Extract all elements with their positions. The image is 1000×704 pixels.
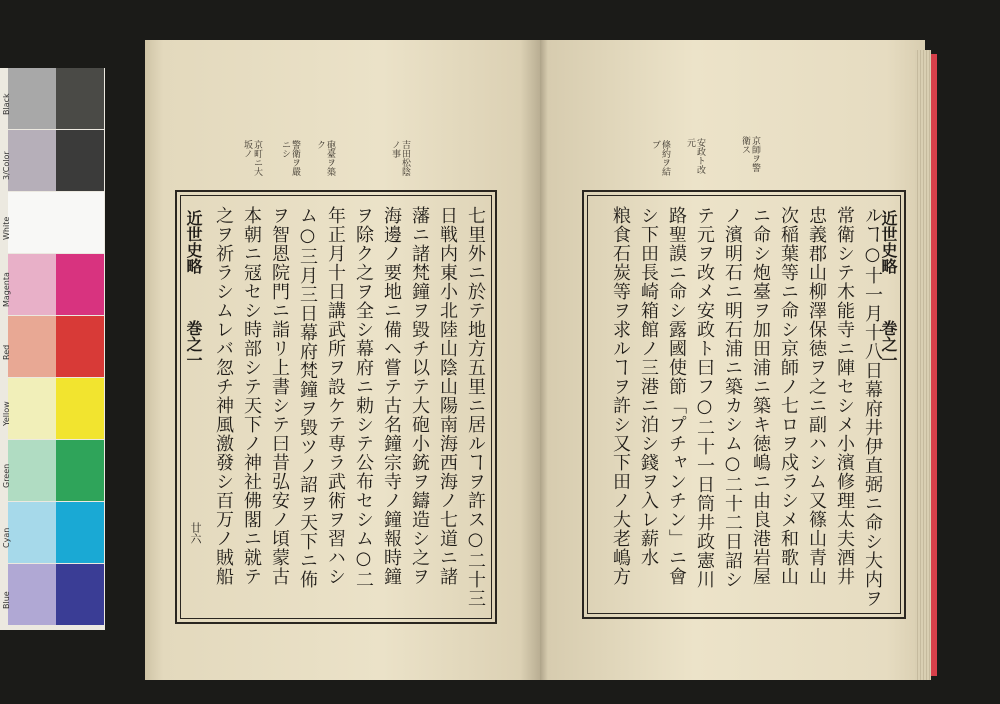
color-patch	[56, 130, 104, 191]
color-patch	[8, 316, 56, 377]
color-checker-label: Yellow	[2, 401, 11, 427]
text-column: 七里外ニ於テ地方五里ニ居ルヿヲ許ス○二十三	[465, 206, 486, 608]
color-patch	[8, 378, 56, 439]
color-patch	[56, 502, 104, 563]
text-column: 次稲葉等ニ命シ京師ノ七ロヲ戍ラシメ和歌山	[778, 206, 799, 586]
color-checker-labels	[2, 68, 12, 630]
color-patch	[8, 440, 56, 501]
red-edge	[931, 54, 937, 676]
color-checker-label: Blue	[2, 591, 11, 609]
book-title: 近世史略	[879, 210, 898, 274]
volume-label: 巻之一	[184, 320, 203, 368]
color-patch	[56, 440, 104, 501]
open-book	[145, 40, 955, 680]
text-column: 忠義郡山柳澤保徳ヲ之ニ副ハシム又篠山青山	[806, 206, 827, 586]
color-patch	[56, 68, 104, 129]
color-patch	[56, 254, 104, 315]
color-checker-label: Red	[2, 344, 11, 360]
text-column: シ下田長崎箱館ノ三港ニ泊シ錢ヲ入レ薪水	[638, 206, 659, 567]
color-patch	[8, 130, 56, 191]
color-patch	[56, 316, 104, 377]
text-frame-left	[175, 190, 497, 624]
margin-note: 吉田松陰ノ事	[390, 140, 410, 176]
left-page	[145, 40, 540, 680]
volume-label: 巻之一	[879, 320, 898, 368]
book-title: 近世史略	[184, 210, 203, 274]
text-column: 日戦内東小北陸山陰山陽南海西海ノ七道ニ諸	[437, 206, 458, 586]
color-patch	[8, 192, 56, 253]
text-column: 粮食石炭等ヲ求ルヿヲ許シ又下田ノ大老嶋方	[610, 206, 631, 586]
margin-note: 警衛ヲ嚴ニシ	[280, 140, 300, 176]
text-column: ノ濱明石ニ明石浦ニ築カシム○二十二日詔シ	[722, 206, 743, 589]
color-patch	[8, 254, 56, 315]
text-column: テ元ヲ改メ安政ト曰フ○二十一日筒井政憲川	[694, 206, 715, 589]
color-patch	[56, 192, 104, 253]
text-frame-right	[582, 190, 906, 619]
color-patch	[8, 68, 56, 129]
text-column: 藩ニ諸梵鐘ヲ毀チ以テ大砲小銃ヲ鑄造シ之ヲ	[409, 206, 430, 586]
margin-note: 京町ニ大坂ノ	[242, 140, 262, 176]
text-column: 常衛シテ木能寺ニ陣セシメ小濱修理太夫酒井	[834, 206, 855, 586]
color-patch	[56, 564, 104, 625]
margin-note: 安政ト改元	[685, 138, 705, 174]
folio-number: 廿六	[189, 522, 202, 544]
color-checker-label: 3/Color	[2, 151, 11, 181]
color-checker-label: Green	[2, 463, 11, 489]
color-checker-label: Cyan	[2, 527, 11, 549]
margin-note: 京師ヲ警衛ス	[740, 136, 760, 172]
text-column: 海邊ノ要地ニ備ヘ嘗テ古名鐘宗寺ノ鐘報時鐘	[381, 206, 402, 586]
color-patch	[56, 378, 104, 439]
margin-note: 砲臺ヲ築ク	[315, 140, 335, 176]
text-column: ム○三月三日幕府梵鐘ヲ毀ツノ詔ヲ天下ニ佈	[297, 206, 318, 589]
color-patch	[8, 502, 56, 563]
color-checker	[0, 68, 105, 630]
color-checker-label: White	[2, 216, 11, 240]
margin-note: 條約ヲ結ブ	[650, 140, 670, 176]
running-head-left	[183, 210, 205, 610]
text-column: 年正月十日講武所ヲ設ケテ専ラ武術ヲ習ハシ	[325, 206, 346, 586]
text-column: ルヿ○十一月十八日幕府井伊直弼ニ命シ大内ヲ	[862, 206, 883, 608]
text-column: 路聖謨ニ命シ露國使節「プチャンチン」ニ會	[666, 206, 687, 586]
text-column: 之ヲ祈ラシムレバ忽チ神風激發シ百万ノ賊船	[213, 206, 234, 586]
running-head-right	[878, 210, 900, 610]
text-column: 本朝ニ冦セシ時部シテ天下ノ神社佛閣ニ就テ	[241, 206, 262, 586]
text-column: ヲ除ク之ヲ全シ幕府ニ勅シテ公布セシム○二	[353, 206, 374, 589]
page-edges	[915, 50, 931, 680]
text-column: ニ命シ炮臺ヲ加田浦ニ築キ徳嶋ニ由良港岩屋	[750, 206, 771, 586]
color-checker-label: Magenta	[2, 272, 11, 308]
text-column: ヲ智恩院門ニ詣リ上書シテ曰昔弘安ノ頃蒙古	[269, 206, 290, 586]
color-checker-label: Black	[2, 93, 11, 115]
color-patch	[8, 564, 56, 625]
